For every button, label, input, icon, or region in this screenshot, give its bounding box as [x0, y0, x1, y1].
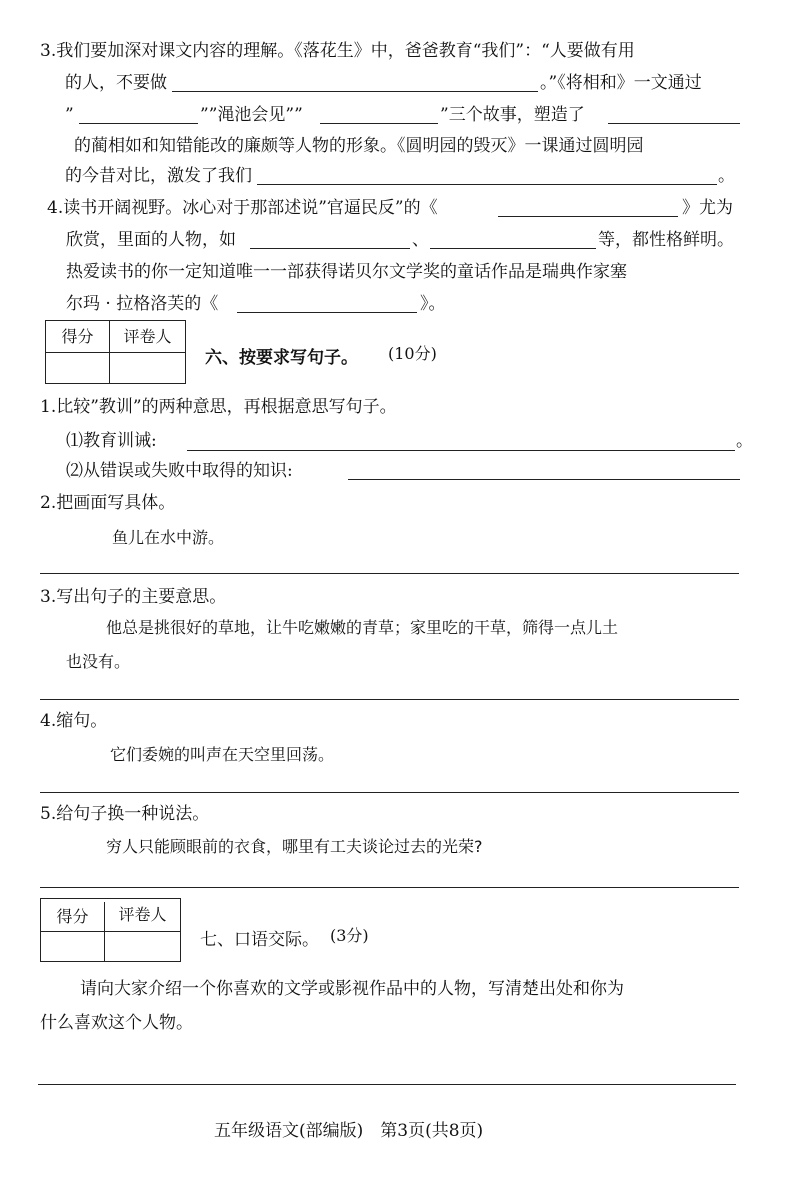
section6-score-cell[interactable]: [46, 353, 110, 383]
q4-blank2[interactable]: [250, 248, 410, 249]
s6-q1b: ⑵从错误或失败中取得的知识:: [66, 461, 293, 481]
section7-grader-label: 评卷人: [105, 899, 180, 932]
q3-line4: 的蔺相如和知错能改的廉颇等人物的形象。《圆明园的毁灭》一课通过圆明园: [74, 136, 644, 156]
q3-line5a: 的今昔对比，激发了我们: [65, 166, 252, 186]
q3-blank2[interactable]: [79, 123, 198, 124]
s6-q5-answer-line[interactable]: [40, 887, 739, 888]
s6-q5: 5.给句子换一种说法。: [40, 804, 210, 824]
q3-line1: 3.我们要加深对课文内容的理解。《落花生》中，爸爸教育“我们”：“人要做有用: [40, 41, 635, 61]
q3-line2b: 。”《将相和》一文通过: [540, 73, 702, 93]
s6-q3-text1: 他总是挑很好的草地，让牛吃嫩嫩的青草；家里吃的干草，筛得一点儿土: [106, 618, 619, 637]
section7-grader-cell[interactable]: [105, 932, 180, 961]
q3-line5b: 。: [718, 166, 735, 186]
q4-line4b: 》。: [420, 294, 446, 314]
q3-line3a: ”: [65, 105, 74, 125]
q4-line2a: 欣赏，里面的人物，如: [66, 230, 236, 250]
section7-prompt-line1: 请向大家介绍一个你喜欢的文学或影视作品中的人物，写清楚出处和你为: [80, 979, 624, 999]
s6-q3-answer-line[interactable]: [40, 699, 739, 700]
section7-title: 七、口语交际。: [200, 930, 319, 950]
q3-line3c: ”三个故事，塑造了: [440, 105, 585, 125]
q4-line2b: 、: [412, 230, 429, 250]
section6-score-label: 得分: [46, 321, 110, 353]
section7-score-cell[interactable]: [41, 932, 105, 961]
q3-blank5[interactable]: [257, 184, 717, 185]
footer-rule: [38, 1084, 736, 1085]
section7-prompt-line2: 什么喜欢这个人物。: [40, 1013, 193, 1033]
s6-q1a: ⑴教育训诫:: [66, 431, 157, 451]
s6-q4-text: 它们委婉的叫声在天空里回荡。: [110, 745, 335, 764]
q4-line1a: 4.读书开阔视野。冰心对于那部述说”官逼民反”的《: [47, 198, 438, 218]
s6-q4-answer-line[interactable]: [40, 792, 739, 793]
section6-points: (10分): [388, 344, 437, 363]
s6-q1a-end: 。: [736, 431, 753, 451]
q3-line2a: 的人，不要做: [65, 73, 167, 93]
s6-q1a-blank[interactable]: [187, 450, 735, 451]
s6-q1: 1.比较”教训”的两种意思，再根据意思写句子。: [40, 397, 397, 417]
s6-q2: 2.把画面写具体。: [40, 493, 176, 513]
section6-score-box: [45, 320, 186, 384]
footer-page-info: 五年级语文(部编版) 第3页(共8页): [214, 1121, 484, 1141]
section7-points: (3分): [330, 926, 369, 945]
q4-line1b: 》尤为: [682, 198, 733, 218]
section6-title: 六、按要求写句子。: [205, 348, 358, 368]
q4-line3: 热爱读书的你一定知道唯一一部获得诺贝尔文学奖的童话作品是瑞典作家塞: [66, 262, 627, 282]
s6-q3: 3.写出句子的主要意思。: [40, 587, 227, 607]
s6-q3-text2: 也没有。: [66, 652, 131, 671]
s6-q1b-blank[interactable]: [348, 479, 740, 480]
q4-blank1[interactable]: [498, 216, 678, 217]
q4-line2c: 等，都性格鲜明。: [598, 230, 734, 250]
q3-blank1[interactable]: [172, 91, 538, 92]
section6-grader-cell[interactable]: [110, 353, 185, 383]
section7-score-label: 得分: [41, 902, 105, 932]
q4-blank4[interactable]: [237, 312, 417, 313]
section6-grader-label: 评卷人: [110, 321, 185, 353]
section7-score-box: [40, 898, 181, 962]
s6-q2-text: 鱼儿在水中游。: [112, 528, 225, 547]
s6-q5-text: 穷人只能顾眼前的衣食，哪里有工夫谈论过去的光荣?: [106, 837, 483, 856]
s6-q4: 4.缩句。: [40, 711, 108, 731]
s6-q2-answer-line[interactable]: [40, 573, 739, 574]
q4-line4a: 尔玛 · 拉格洛芙的《: [66, 294, 219, 314]
q3-blank3[interactable]: [320, 123, 438, 124]
q3-blank4[interactable]: [608, 123, 740, 124]
q4-blank3[interactable]: [430, 248, 596, 249]
q3-line3b: ””渑池会见””: [200, 105, 303, 125]
